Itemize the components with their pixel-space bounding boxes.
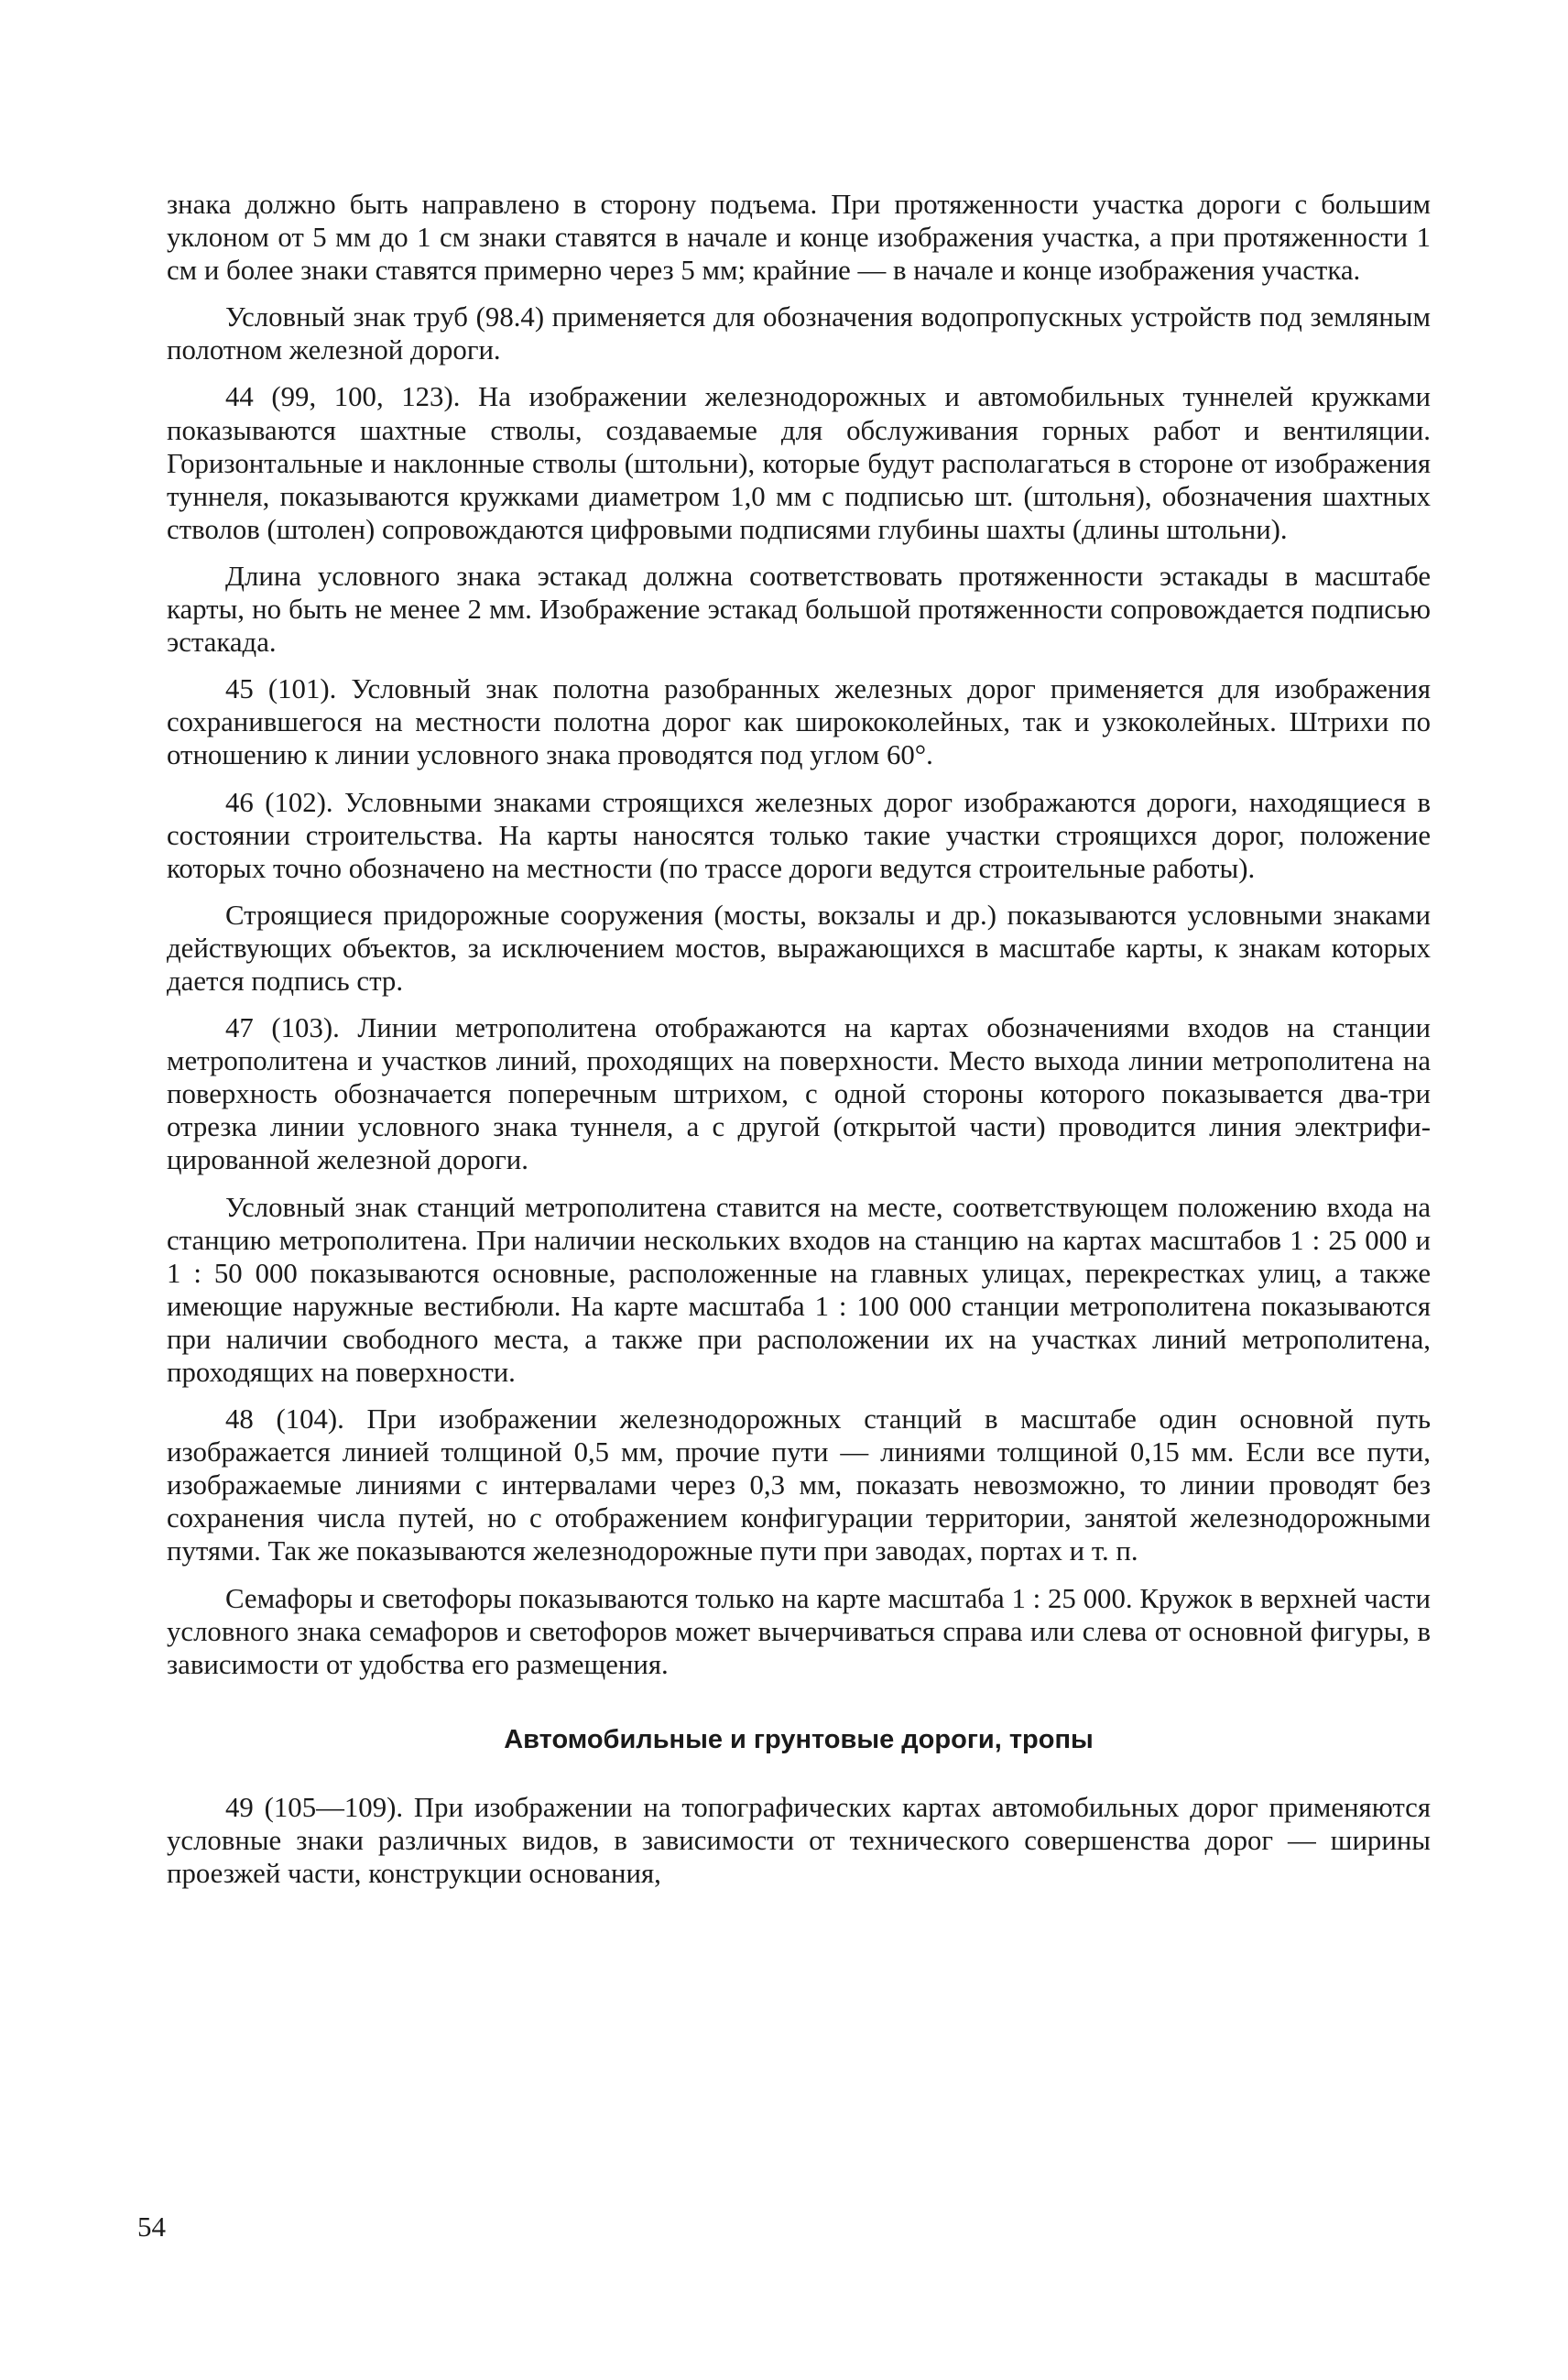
paragraph-semaphores: Семафоры и светофоры показываются только на карте масштаба 1 : 25 000. Кружок в верхней части условного знака семафоров и светофоров может вычерчиваться справа или слева от основной фигуры, в зависимости от удобства его размещения. — [167, 1582, 1431, 1680]
page-number: 54 — [137, 2211, 166, 2243]
paragraph-continuation: знака должно быть направлено в сторону подъема. При протяженности участка дороги с большим уклоном от 5 мм до 1 см знаки ставятся в начале и конце изображения участка, а при протяженности 1 см и более знаки ставятся примерно через 5 мм; крайние — в начале и конце изображения участка. — [167, 189, 1431, 287]
section-heading: Автомобильные и грунтовые дороги, тропы — [504, 1724, 1094, 1754]
paragraph-49: 49 (105—109). При изображении на топографических картах автомобильных дорог применяются условные знаки различных видов, в зависимости от технического совершенства дорог — ширины проезжей части, конструкции основания, — [167, 1791, 1431, 1890]
paragraph-45: 45 (101). Условный знак полотна разобранных железных дорог применяется для изображения сохранившегося на местности полотна дорог как ширококолейных, так и узкоколейных. Штрихи по отношению к линии условного знака проводятся под углом 60°. — [167, 673, 1431, 771]
paragraph-overpass: Длина условного знака эстакад должна соответствовать протяженности эстакады в масштабе карты, но быть не менее 2 мм. Изображение эстакад большой протяженности сопровождается подписью эстакада. — [167, 560, 1431, 659]
paragraph-47: 47 (103). Линии метрополитена отображаются на картах обозначениями входов на станции метрополитена и участков линий, проходящих на поверхности. Место выхода линии метрополитена на поверхность обозначается поперечным штрихом, с одной стороны которого показывается два-три отрезка линии условного знака туннеля, а с другой (открытой части) проводится линия электрифицированной железной дороги. — [167, 1012, 1431, 1176]
paragraph-metro-stations: Условный знак станций метрополитена ставится на месте, соответствующем положению входа на станцию метрополитена. При наличии нескольких входов на станцию на картах масштабов 1 : 25 000 и 1 : 50 000 показываются основные, расположенные на главных улицах, перекрестках улиц, а также имеющие наружные вестибюли. На карте масштаба 1 : 100 000 станции метрополитена показываются при наличии свободного места, а также при расположении их на участках линий метрополитена, проходящих на поверхности. — [167, 1191, 1431, 1388]
paragraph-roadside-structures: Строящиеся придорожные сооружения (мосты, вокзалы и др.) показываются условными знаками действующих объектов, за исключением мостов, выражающихся в масштабе карты, к знакам которых дается подпись стр. — [167, 899, 1431, 997]
paragraph-44: 44 (99, 100, 123). На изображении железнодорожных и автомобильных туннелей кружками показываются шахтные стволы, создаваемые для обслуживания горных работ и вентиляции. Горизонтальные и наклонные стволы (штольни), которые будут располагаться в стороне от изображения туннеля, показываются кружками диаметром 1,0 мм с подписью шт. (штольня), обозначения шахтных стволов (штолен) сопровождаются цифровыми подписями глубины шахты (длины штольни). — [167, 381, 1431, 545]
paragraph-pipes: Условный знак труб (98.4) применяется для обозначения водопропускных устройств под земляным полотном железной дороги. — [167, 301, 1431, 366]
page-body — [167, 188, 1431, 1904]
paragraph-46: 46 (102). Условными знаками строящихся железных дорог изображаются дороги, находящиеся в состоянии строительства. На карты наносятся только такие участки строящихся дорог, положение которых точно обозначено на местности (по трассе дороги ведутся строительные работы). — [167, 786, 1431, 884]
paragraph-48: 48 (104). При изображении железнодорожных станций в масштабе один основной путь изображается линией толщиной 0,5 мм, прочие пути — линиями толщиной 0,15 мм. Если все пути, изображаемые линиями с интервалами через 0,3 мм, показать невозможно, то линии проводят без сохранения числа путей, но с отображением конфигурации территории, занятой железнодорожными путями. Так же показываются железнодорожные пути при заводах, портах и т. п. — [167, 1403, 1431, 1567]
